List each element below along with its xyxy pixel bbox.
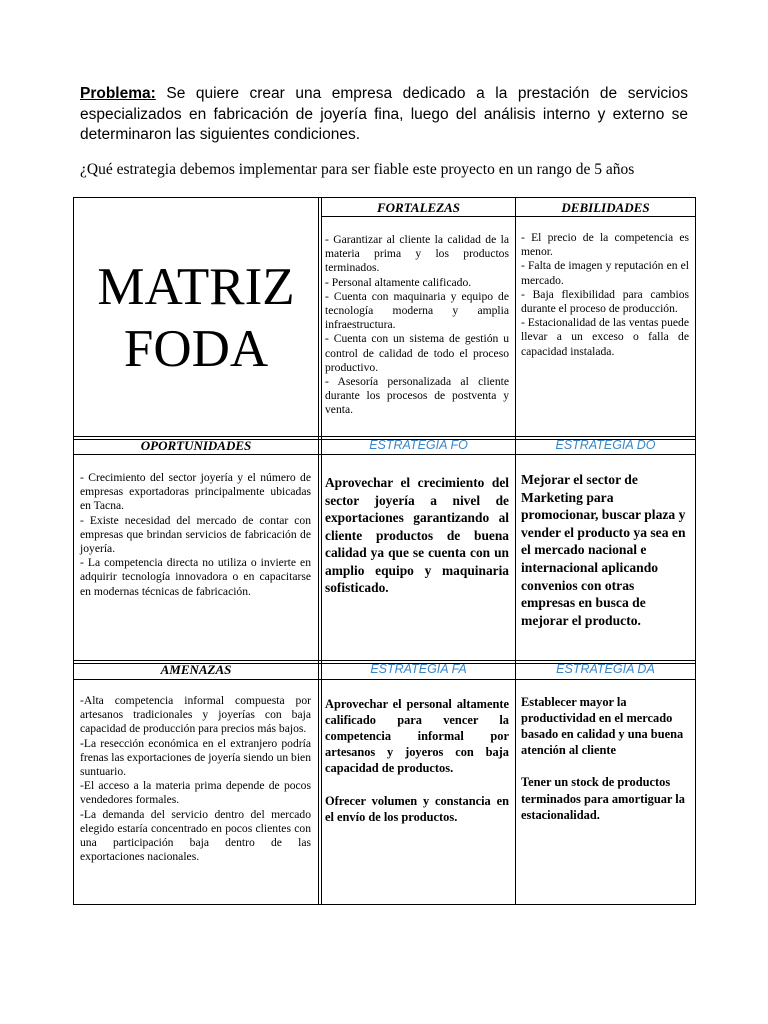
debilidades-header: DEBILIDADES (561, 200, 650, 215)
strategy-da-header: ESTRATEGIA DA (556, 662, 655, 676)
foda-matrix (73, 197, 696, 905)
strategy-do-header: ESTRATEGIA DO (555, 438, 656, 452)
problem-label: Problema: (80, 85, 156, 102)
strategy-fo-text: Aprovechar el crecimiento del sector joyería a nivel de exportaciones garantizando al cliente productos de buena calidad ya que se cuenta con un amplio equipo y maquinaria sofisticado. (325, 475, 509, 595)
problem-statement (80, 84, 688, 146)
strategy-da-text: Establecer mayor la productividad en el mercado basado en calidad y una buena atención al cliente Tener un stock de productos terminados para amortiguar la estacionalidad. (521, 695, 685, 822)
amenazas-header: AMENAZAS (160, 662, 232, 677)
oportunidades-text: - Crecimiento del sector joyería y el número de empresas exportadoras principalmente ubicadas en Tacna. - Existe necesidad del mercado de contar con empresas que brindan servicios de fabricación de joyería. - La competencia directa no utiliza o invierte en adquirir tecnología innovadora o en capacitarse en modernas técnicas de fabricación. (80, 471, 311, 598)
strategy-fo-header: ESTRATEGIA FO (369, 438, 468, 452)
question-text: ¿Qué estrategia debemos implementar para ser fiable este proyecto en un rango de 5 años (80, 161, 635, 178)
problem-text: Se quiere crear una empresa dedicado a la prestación de servicios especializados en fabricación de joyería fina, luego del análisis interno y externo se determinaron las siguientes condiciones. (80, 85, 688, 143)
oportunidades-header: OPORTUNIDADES (140, 438, 252, 453)
strategy-fa-text: Aprovechar el personal altamente calificado para vencer la competencia informal por artesanos y joyeros con baja capacidad de productos. Ofrecer volumen y constancia en el envío de los productos. (325, 697, 509, 824)
fortalezas-header: FORTALEZAS (376, 200, 461, 215)
strategy-fa-header: ESTRATEGIA FA (370, 662, 467, 676)
fortalezas-text: - Garantizar al cliente la calidad de la materia prima y los productos terminados. - Personal altamente calificado. - Cuenta con maquinaria y equipo de tecnología moderna y amplia infraestructura. - Cuenta con un sistema de gestión u control de calidad de todo el proceso productivo. - Asesoría personalizada al cliente durante los procesos de postventa y venta. (325, 233, 509, 417)
strategy-do-text: Mejorar el sector de Marketing para promocionar, buscar plaza y vender el producto ya sea en el mercado nacional e internacional aplicando convenios con otras empresas en busca de mejorar el producto. (521, 472, 686, 628)
amenazas-text: -Alta competencia informal compuesta por artesanos tradicionales y joyerías con baja capacidad de producción para precios más bajos. -La resección económica en el extranjero podría frenas las exportaciones de joyería siendo un bien suntuario. -El acceso a la materia prima depende de pocos vendedores formales. -La demanda del servicio dentro del mercado elegido estaría concentrado en pocos clientes con una participación baja dentro de las exportaciones nacionales. (80, 694, 311, 864)
matrix-title: MATRIZ FODA (97, 258, 295, 378)
debilidades-text: - El precio de la competencia es menor. - Falta de imagen y reputación en el mercado. - Baja flexibilidad para cambios durante el proceso de producción. - Estacionalidad de las ventas puede llevar a un exceso o falla de capacidad instalada. (521, 231, 689, 358)
